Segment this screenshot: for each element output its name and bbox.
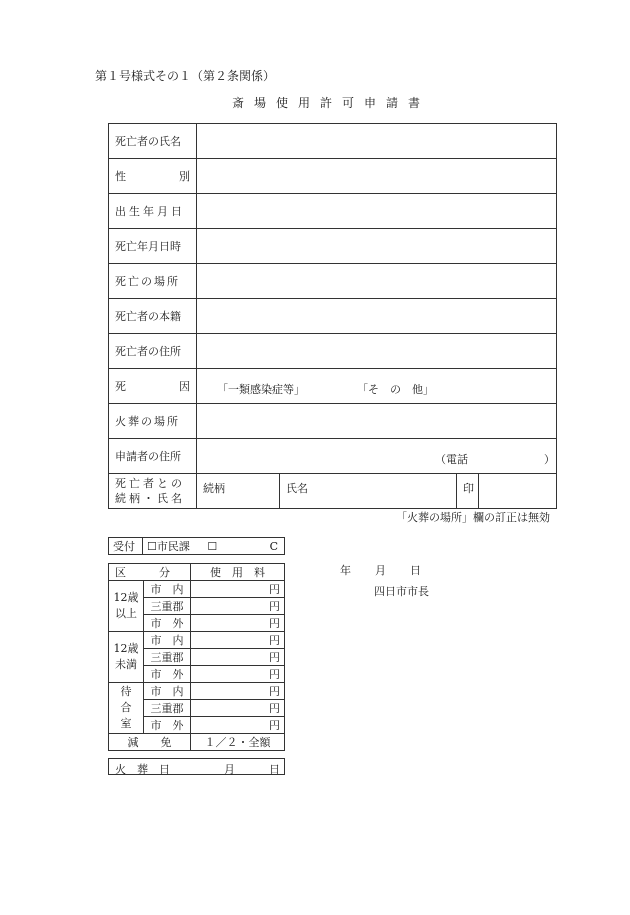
field-deceased-name[interactable] [197,124,557,159]
fee-amount[interactable]: 円 [191,700,285,717]
row-sex [109,159,557,194]
fee-row-label: 三重郡 [144,700,191,717]
row-relationship [109,474,557,509]
fee-table [108,563,285,751]
fee-amount[interactable]: 円 [191,683,285,700]
correction-note: 「火葬の場所」欄の訂正は無効 [396,511,550,524]
death-cause-option-infectious[interactable]: 「一類感染症等」 [217,382,305,396]
field-birth-date[interactable] [197,194,557,229]
row-domicile [109,299,557,334]
form-number: 第１号様式その１（第２条関係） [95,69,276,83]
issuer-name: 四日市市長 [374,585,429,598]
date-month: 月 [375,564,386,577]
cremation-date-label: 火 葬 日 [115,763,170,776]
field-sex[interactable] [197,159,557,194]
reduction-value[interactable]: １／２・全額 [191,734,285,751]
relationship-name-field[interactable]: 氏名 [280,474,457,508]
label-birth-date: 出生年月日 [109,194,197,229]
field-relationship [197,474,557,509]
relationship-field[interactable]: 続柄 [197,474,280,508]
fee-amount[interactable]: 円 [191,666,285,683]
date-year: 年 [340,564,351,577]
field-death-place[interactable] [197,264,557,299]
fee-group-child: 12歳未満 [109,632,144,683]
fee-group-waiting-room: 待合室 [109,683,144,734]
fee-row [109,581,285,598]
row-address [109,334,557,369]
fee-amount[interactable]: 円 [191,581,285,598]
reception-checkbox-2[interactable]: ☐ [207,540,218,553]
label-sex: 性 別 [109,159,197,194]
fee-row-label: 市 内 [144,683,191,700]
fee-row-label: 市 外 [144,615,191,632]
label-address: 死亡者の住所 [109,334,197,369]
reception-box [108,537,285,555]
application-form [108,123,557,509]
phone-close: ） [544,452,555,466]
row-death-place [109,264,557,299]
field-domicile[interactable] [197,299,557,334]
label-relationship: 死亡者との続柄・氏名 [109,474,197,509]
fee-row-label: 市 外 [144,666,191,683]
death-cause-option-other[interactable]: 「そ の 他」 [357,382,434,396]
phone-open: （電話 [435,452,468,466]
fee-reduction-row [109,734,285,751]
row-death-datetime [109,229,557,264]
label-applicant-address: 申請者の住所 [109,439,197,474]
seal-box[interactable] [479,474,556,508]
cremation-date-field[interactable] [109,759,285,775]
label-deceased-name: 死亡者の氏名 [109,124,197,159]
fee-row-label: 三重郡 [144,598,191,615]
fee-header-row [109,564,285,581]
label-death-place: 死亡の場所 [109,264,197,299]
row-birth-date [109,194,557,229]
reception-label: 受付 [109,538,143,555]
label-cremation-place: 火葬の場所 [109,404,197,439]
fee-amount[interactable]: 円 [191,632,285,649]
fee-row [109,683,285,700]
cremation-date-day: 日 [269,763,280,776]
fee-header-category: 区 分 [109,564,191,581]
field-address[interactable] [197,334,557,369]
fee-row [109,632,285,649]
reception-suffix: C [269,540,278,553]
fee-amount[interactable]: 円 [191,649,285,666]
field-death-datetime[interactable] [197,229,557,264]
date-day: 日 [410,564,421,577]
cremation-date-box [108,758,285,775]
reduction-label: 減 免 [109,734,191,751]
row-cremation-place [109,404,557,439]
fee-group-adult: 12歳以上 [109,581,144,632]
row-deceased-name [109,124,557,159]
fee-row-label: 市 内 [144,581,191,598]
field-cremation-place[interactable] [197,404,557,439]
fee-row-label: 三重郡 [144,649,191,666]
label-death-datetime: 死亡年月日時 [109,229,197,264]
seal-label: 印 [457,474,479,508]
row-applicant-address [109,439,557,474]
fee-row-label: 市 外 [144,717,191,734]
label-domicile: 死亡者の本籍 [109,299,197,334]
fee-amount[interactable]: 円 [191,598,285,615]
field-death-cause [197,369,557,404]
cremation-date-month: 月 [224,763,235,776]
field-applicant-address[interactable] [197,439,557,474]
fee-row-label: 市 内 [144,632,191,649]
reception-options [143,538,285,555]
reception-checkbox-civic[interactable]: ☐市民課 [147,540,190,553]
row-death-cause [109,369,557,404]
fee-amount[interactable]: 円 [191,717,285,734]
fee-header-fee: 使 用 料 [191,564,285,581]
page-title: 斎場使用許可申請書 [232,96,431,110]
fee-amount[interactable]: 円 [191,615,285,632]
label-death-cause: 死 因 [109,369,197,404]
